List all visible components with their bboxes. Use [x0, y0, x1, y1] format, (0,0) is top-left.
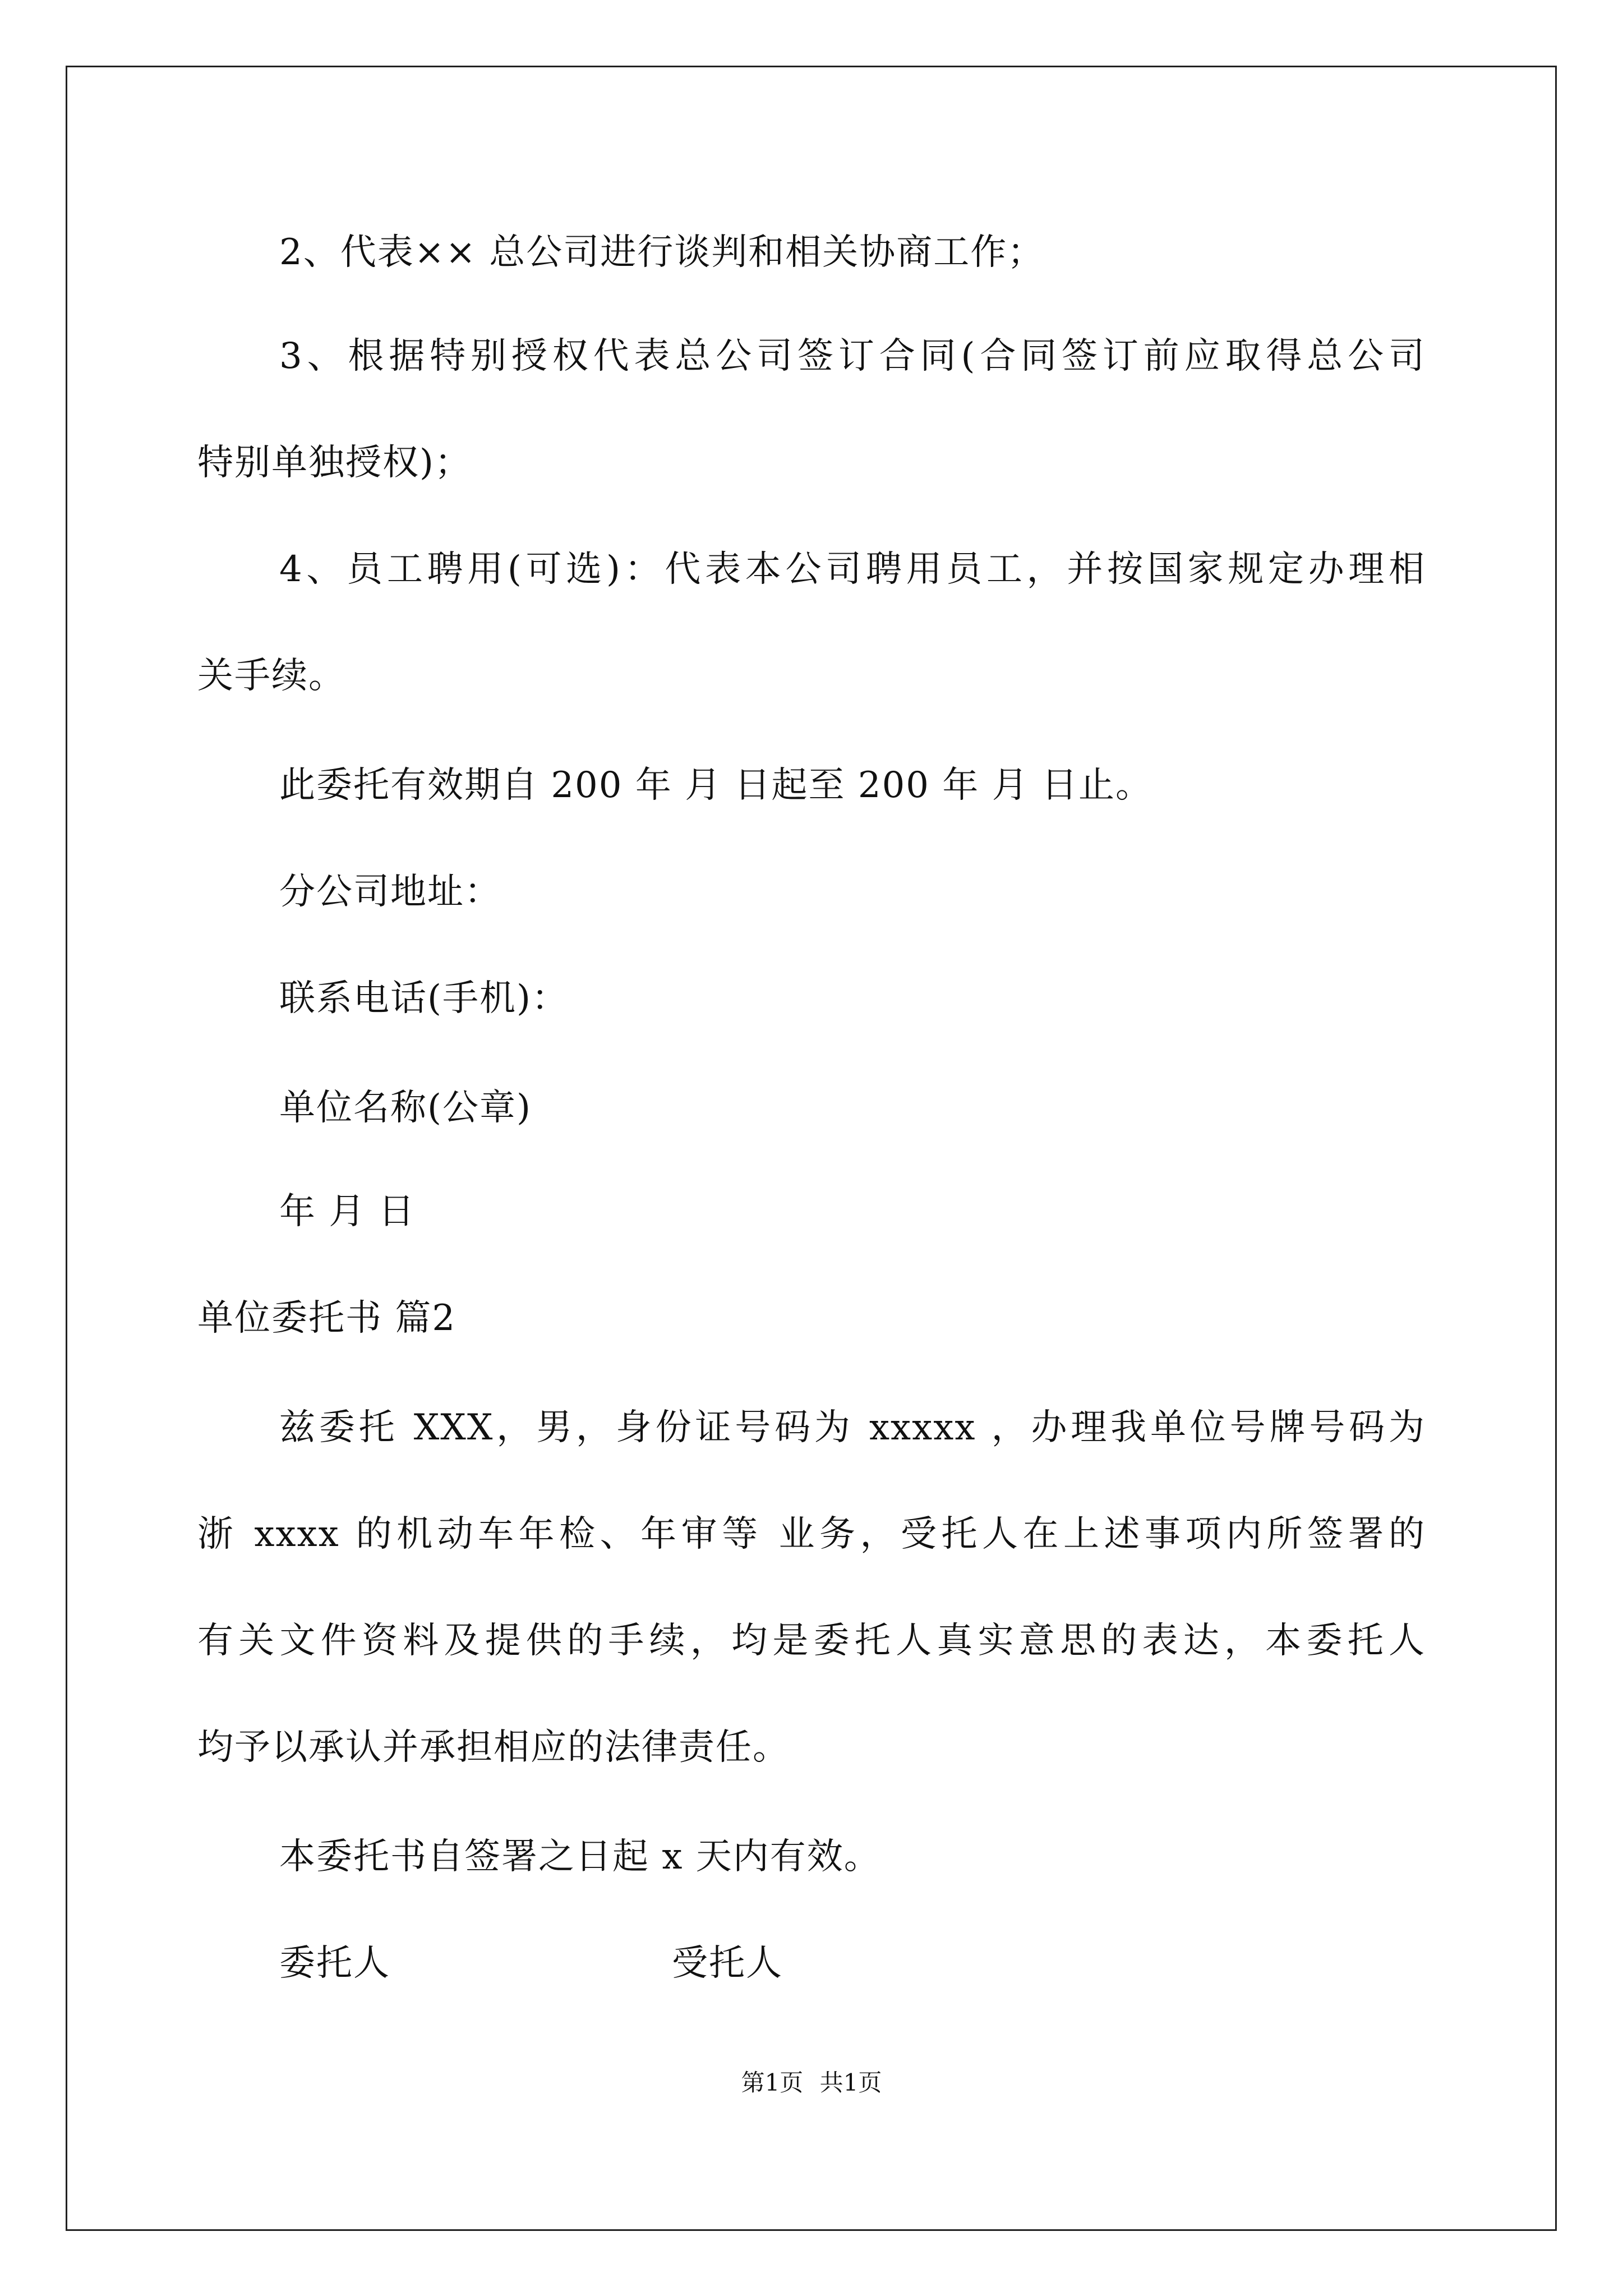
page-number-total: 共1页: [819, 2069, 882, 2096]
page-number-current: 第1页: [741, 2069, 804, 2096]
effective-period: 本委托书自签署之日起 x 天内有效。: [279, 1836, 881, 1878]
trustee-label: 受托人: [672, 1943, 783, 1984]
principal-label: 委托人: [279, 1943, 390, 1984]
date-line: 年 月 日: [279, 1191, 416, 1232]
page-footer: [0, 2067, 1623, 2099]
paragraph-2-line-1: 兹委托 XXX，男，身份证号码为 xxxxx ，办理我单位号牌号码为: [279, 1407, 1426, 1448]
section-title: 单位委托书 篇2: [197, 1297, 457, 1339]
item-4-line-2: 关手续。: [197, 655, 345, 697]
item-3-line-1: 3、根据特别授权代表总公司签订合同(合同签订前应取得总公司: [279, 335, 1426, 377]
item-4-line-1: 4、员工聘用(可选)：代表本公司聘用员工，并按国家规定办理相: [279, 549, 1426, 590]
paragraph-2-line-3: 有关文件资料及提供的手续，均是委托人真实意思的表达，本委托人: [197, 1620, 1426, 1662]
page-border: [66, 66, 1557, 2231]
item-2-line: 2、代表×× 总公司进行谈判和相关协商工作；: [279, 232, 1045, 273]
contact-phone-label: 联系电话(手机)：: [279, 978, 569, 1019]
paragraph-2-line-4: 均予以承认并承担相应的法律责任。: [197, 1727, 790, 1768]
validity-period: 此委托有效期自 200 年 月 日起至 200 年 月 日止。: [279, 765, 1153, 806]
unit-name-seal-label: 单位名称(公章): [279, 1087, 532, 1129]
item-3-line-2: 特别单独授权)；: [197, 442, 472, 484]
branch-address-label: 分公司地址：: [279, 871, 501, 913]
paragraph-2-line-2: 浙 xxxx 的机动车年检、年审等 业务，受托人在上述事项内所签署的: [197, 1513, 1426, 1555]
